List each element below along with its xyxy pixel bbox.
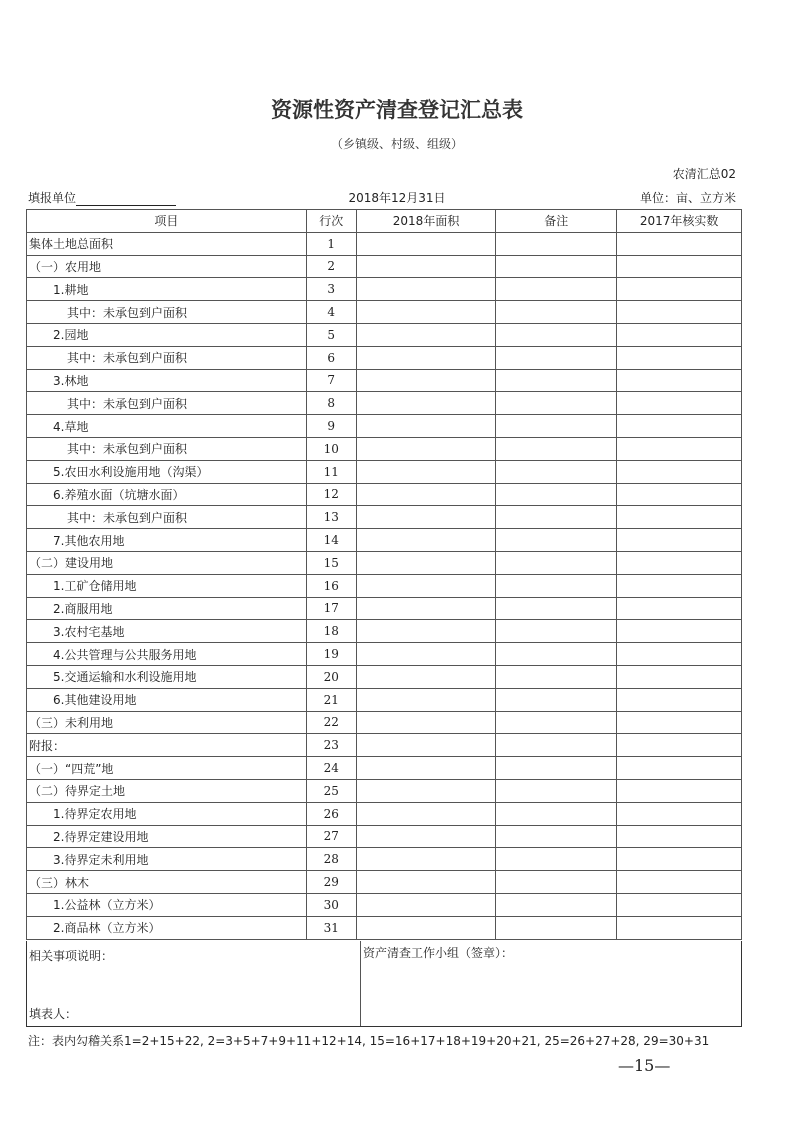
remarks-cell[interactable]: [496, 415, 617, 438]
verified-2017-cell[interactable]: [617, 802, 742, 825]
verified-2017-cell[interactable]: [617, 643, 742, 666]
row-number: 15: [306, 551, 356, 574]
table-row: [27, 665, 742, 688]
area-2018-cell[interactable]: [356, 437, 496, 460]
remarks-cell[interactable]: [496, 597, 617, 620]
row-item-label: （一）农用地: [27, 255, 307, 278]
table-row: [27, 848, 742, 871]
remarks-cell[interactable]: [496, 278, 617, 301]
table-row: [27, 506, 742, 529]
remarks-cell[interactable]: [496, 916, 617, 939]
remarks-cell[interactable]: [496, 437, 617, 460]
row-item-label: 3.农村宅基地: [27, 620, 307, 643]
row-item-label: 4.草地: [27, 415, 307, 438]
verified-2017-cell[interactable]: [617, 757, 742, 780]
remarks-cell[interactable]: [496, 369, 617, 392]
row-item-label: 1.待界定农用地: [27, 802, 307, 825]
row-item-label: 其中：未承包到户面积: [27, 301, 307, 324]
table-row: [27, 779, 742, 802]
area-2018-cell[interactable]: [356, 757, 496, 780]
row-number: 14: [306, 529, 356, 552]
table-row: [27, 392, 742, 415]
area-2018-cell[interactable]: [356, 620, 496, 643]
table-row: [27, 232, 742, 255]
verified-2017-cell[interactable]: [617, 574, 742, 597]
row-number: 9: [306, 415, 356, 438]
table-row: [27, 597, 742, 620]
row-item-label: 1.耕地: [27, 278, 307, 301]
row-item-label: （三）林木: [27, 871, 307, 894]
remarks-cell[interactable]: [496, 392, 617, 415]
page-subtitle: （乡镇级、村级、组级）: [330, 137, 463, 151]
footnote: 注：表内勾稽关系1=2+15+22, 2=3+5+7+9+11+12+14, 15=16+17+18+19+20+21, 25=26+27+28, 29=30+31: [28, 1034, 710, 1048]
area-2018-cell[interactable]: [356, 871, 496, 894]
row-item-label: 2.园地: [27, 323, 307, 346]
table-row: [27, 916, 742, 939]
table-body: [27, 232, 742, 939]
verified-2017-cell[interactable]: [617, 483, 742, 506]
table-row: [27, 757, 742, 780]
remarks-cell[interactable]: [496, 574, 617, 597]
row-item-label: （二）待界定土地: [27, 779, 307, 802]
area-2018-cell[interactable]: [356, 506, 496, 529]
row-number: 10: [306, 437, 356, 460]
table-row: [27, 893, 742, 916]
area-2018-cell[interactable]: [356, 369, 496, 392]
verified-2017-cell[interactable]: [617, 711, 742, 734]
table-row: [27, 802, 742, 825]
remarks-cell[interactable]: [496, 871, 617, 894]
row-number: 17: [306, 597, 356, 620]
row-number: 19: [306, 643, 356, 666]
remarks-cell[interactable]: [496, 551, 617, 574]
area-2018-cell[interactable]: [356, 779, 496, 802]
table-row: [27, 323, 742, 346]
row-number: 12: [306, 483, 356, 506]
row-item-label: （二）建设用地: [27, 551, 307, 574]
row-number: 22: [306, 711, 356, 734]
remarks-cell[interactable]: [496, 529, 617, 552]
asset-summary-table: [26, 209, 742, 940]
verified-2017-cell[interactable]: [617, 232, 742, 255]
row-number: 5: [306, 323, 356, 346]
row-number: 31: [306, 916, 356, 939]
row-number: 26: [306, 802, 356, 825]
column-header-row-no: 行次: [306, 210, 356, 233]
area-2018-cell[interactable]: [356, 551, 496, 574]
row-number: 7: [306, 369, 356, 392]
unit-label: 单位：亩、立方米: [639, 191, 736, 205]
area-2018-cell[interactable]: [356, 848, 496, 871]
verified-2017-cell[interactable]: [617, 278, 742, 301]
row-item-label: 附报：: [27, 734, 307, 757]
row-item-label: 5.交通运输和水利设施用地: [27, 665, 307, 688]
row-number: 3: [306, 278, 356, 301]
area-2018-cell[interactable]: [356, 415, 496, 438]
area-2018-cell[interactable]: [356, 278, 496, 301]
remarks-cell[interactable]: [496, 848, 617, 871]
row-number: 29: [306, 871, 356, 894]
row-item-label: 2.商品林（立方米）: [27, 916, 307, 939]
verified-2017-cell[interactable]: [617, 779, 742, 802]
row-number: 25: [306, 779, 356, 802]
area-2018-cell[interactable]: [356, 688, 496, 711]
row-number: 24: [306, 757, 356, 780]
table-row: [27, 734, 742, 757]
remarks-cell[interactable]: [496, 825, 617, 848]
remarks-cell[interactable]: [496, 323, 617, 346]
table-row: [27, 437, 742, 460]
verified-2017-cell[interactable]: [617, 871, 742, 894]
row-number: 18: [306, 620, 356, 643]
area-2018-cell[interactable]: [356, 597, 496, 620]
verified-2017-cell[interactable]: [617, 597, 742, 620]
row-item-label: 2.商服用地: [27, 597, 307, 620]
area-2018-cell[interactable]: [356, 483, 496, 506]
row-item-label: 1.工矿仓储用地: [27, 574, 307, 597]
remarks-cell[interactable]: [496, 893, 617, 916]
row-number: 28: [306, 848, 356, 871]
row-item-label: （一）“四荒”地: [27, 757, 307, 780]
table-header-row: [27, 210, 742, 233]
table-row: [27, 643, 742, 666]
row-item-label: 其中：未承包到户面积: [27, 437, 307, 460]
row-number: 30: [306, 893, 356, 916]
notes-label: 相关事项说明：: [29, 949, 114, 963]
table-row: [27, 483, 742, 506]
row-item-label: 7.其他农用地: [27, 529, 307, 552]
verified-2017-cell[interactable]: [617, 506, 742, 529]
row-item-label: 其中：未承包到户面积: [27, 506, 307, 529]
row-item-label: 3.待界定未利用地: [27, 848, 307, 871]
remarks-cell[interactable]: [496, 232, 617, 255]
verified-2017-cell[interactable]: [617, 301, 742, 324]
area-2018-cell[interactable]: [356, 711, 496, 734]
row-item-label: 4.公共管理与公共服务用地: [27, 643, 307, 666]
verified-2017-cell[interactable]: [617, 392, 742, 415]
form-code: 农清汇总02: [672, 167, 736, 181]
row-item-label: （三）未利用地: [27, 711, 307, 734]
row-item-label: 6.其他建设用地: [27, 688, 307, 711]
row-number: 21: [306, 688, 356, 711]
area-2018-cell[interactable]: [356, 392, 496, 415]
table-row: [27, 688, 742, 711]
column-header-2018-area: 2018年面积: [356, 210, 496, 233]
area-2018-cell[interactable]: [356, 665, 496, 688]
remarks-cell[interactable]: [496, 688, 617, 711]
verified-2017-cell[interactable]: [617, 415, 742, 438]
table-row: [27, 301, 742, 324]
area-2018-cell[interactable]: [356, 643, 496, 666]
row-number: 2: [306, 255, 356, 278]
row-item-label: 2.待界定建设用地: [27, 825, 307, 848]
verified-2017-cell[interactable]: [617, 437, 742, 460]
table-row: [27, 369, 742, 392]
table-row: [27, 825, 742, 848]
table-row: [27, 529, 742, 552]
row-item-label: 6.养殖水面（坑塘水面）: [27, 483, 307, 506]
verified-2017-cell[interactable]: [617, 665, 742, 688]
row-number: 6: [306, 346, 356, 369]
table-row: [27, 346, 742, 369]
row-item-label: 1.公益林（立方米）: [27, 893, 307, 916]
remarks-cell[interactable]: [496, 506, 617, 529]
area-2018-cell[interactable]: [356, 460, 496, 483]
verified-2017-cell[interactable]: [617, 734, 742, 757]
area-2018-cell[interactable]: [356, 893, 496, 916]
area-2018-cell[interactable]: [356, 323, 496, 346]
page-title: 资源性资产清查登记汇总表: [271, 98, 523, 122]
remarks-cell[interactable]: [496, 711, 617, 734]
area-2018-cell[interactable]: [356, 529, 496, 552]
remarks-cell[interactable]: [496, 346, 617, 369]
area-2018-cell[interactable]: [356, 734, 496, 757]
verified-2017-cell[interactable]: [617, 893, 742, 916]
verified-2017-cell[interactable]: [617, 323, 742, 346]
verified-2017-cell[interactable]: [617, 346, 742, 369]
table-row: [27, 620, 742, 643]
table-row: [27, 278, 742, 301]
verified-2017-cell[interactable]: [617, 255, 742, 278]
row-number: 16: [306, 574, 356, 597]
table-row: [27, 871, 742, 894]
remarks-cell[interactable]: [496, 255, 617, 278]
row-number: 8: [306, 392, 356, 415]
column-header-2017-verified: 2017年核实数: [617, 210, 742, 233]
verified-2017-cell[interactable]: [617, 688, 742, 711]
area-2018-cell[interactable]: [356, 916, 496, 939]
table-row: [27, 460, 742, 483]
area-2018-cell[interactable]: [356, 346, 496, 369]
remarks-cell[interactable]: [496, 483, 617, 506]
row-item-label: 3.林地: [27, 369, 307, 392]
filler-unit-label: 填报单位: [28, 191, 77, 205]
table-row: [27, 711, 742, 734]
row-number: 13: [306, 506, 356, 529]
remarks-cell[interactable]: [496, 460, 617, 483]
row-number: 23: [306, 734, 356, 757]
row-number: 27: [306, 825, 356, 848]
table-row: [27, 551, 742, 574]
row-item-label: 其中：未承包到户面积: [27, 346, 307, 369]
remarks-cell[interactable]: [496, 779, 617, 802]
remarks-cell[interactable]: [496, 620, 617, 643]
remarks-cell[interactable]: [496, 734, 617, 757]
column-header-item: 项目: [27, 210, 307, 233]
area-2018-cell[interactable]: [356, 255, 496, 278]
report-date: 2018年12月31日: [348, 191, 446, 205]
remarks-cell[interactable]: [496, 802, 617, 825]
row-item-label: 集体土地总面积: [27, 232, 307, 255]
row-number: 1: [306, 232, 356, 255]
area-2018-cell[interactable]: [356, 574, 496, 597]
table-row: [27, 415, 742, 438]
verified-2017-cell[interactable]: [617, 529, 742, 552]
table-row: [27, 255, 742, 278]
row-number: 11: [306, 460, 356, 483]
column-header-remarks: 备注: [496, 210, 617, 233]
verified-2017-cell[interactable]: [617, 460, 742, 483]
remarks-cell[interactable]: [496, 643, 617, 666]
verified-2017-cell[interactable]: [617, 551, 742, 574]
area-2018-cell[interactable]: [356, 301, 496, 324]
page-number: —15—: [618, 1056, 671, 1075]
verified-2017-cell[interactable]: [617, 848, 742, 871]
preparer-label: 填表人：: [29, 1007, 78, 1021]
table-row: [27, 574, 742, 597]
verified-2017-cell[interactable]: [617, 916, 742, 939]
signature-section: [26, 941, 742, 1027]
team-signature-label: 资产清查工作小组（签章）：: [363, 946, 514, 960]
area-2018-cell[interactable]: [356, 802, 496, 825]
verified-2017-cell[interactable]: [617, 369, 742, 392]
row-item-label: 5.农田水利设施用地（沟渠）: [27, 460, 307, 483]
area-2018-cell[interactable]: [356, 232, 496, 255]
row-number: 20: [306, 665, 356, 688]
row-item-label: 其中：未承包到户面积: [27, 392, 307, 415]
verified-2017-cell[interactable]: [617, 825, 742, 848]
remarks-cell[interactable]: [496, 301, 617, 324]
remarks-cell[interactable]: [496, 665, 617, 688]
verified-2017-cell[interactable]: [617, 620, 742, 643]
notes-box[interactable]: [27, 941, 361, 1026]
area-2018-cell[interactable]: [356, 825, 496, 848]
remarks-cell[interactable]: [496, 757, 617, 780]
row-number: 4: [306, 301, 356, 324]
